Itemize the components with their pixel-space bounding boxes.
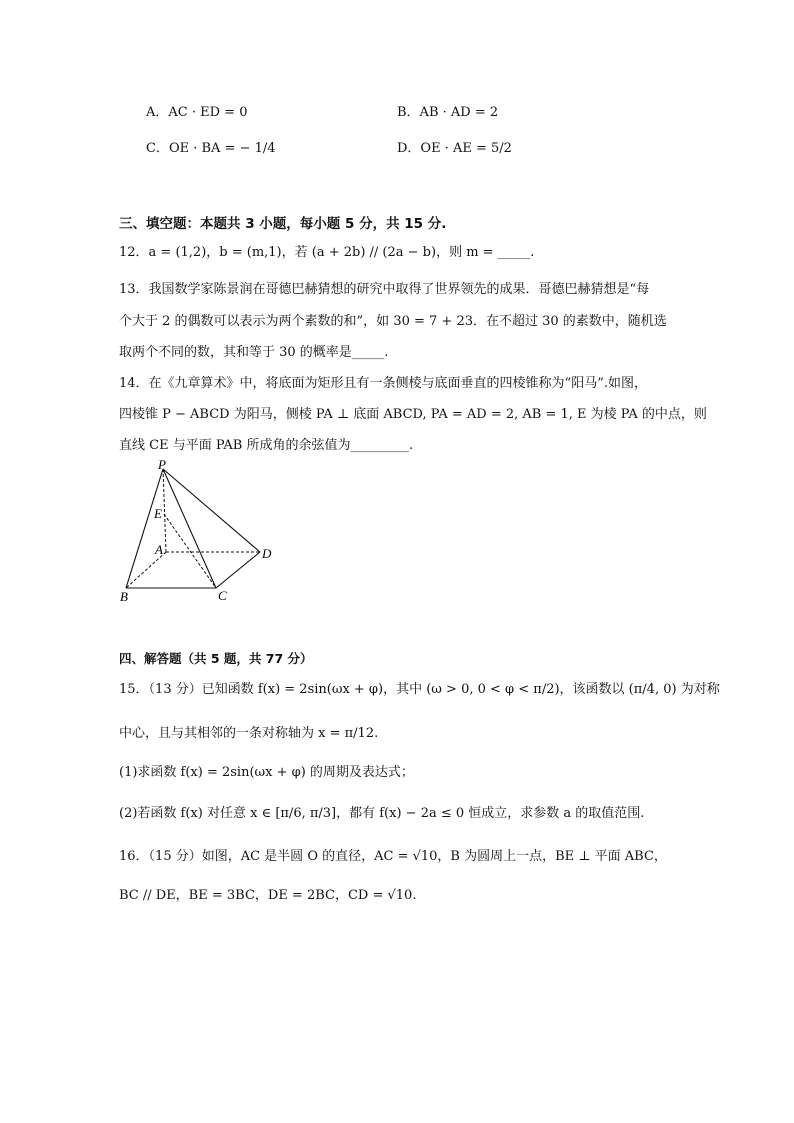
edge-pb: [126, 469, 163, 588]
label-b: B: [120, 589, 128, 604]
edge-pa: [163, 469, 166, 552]
question-13-line-2: 个大于 2 的偶数可以表示为两个素数的和”，如 30 = 7 + 23．在不超过 30 的素数中，随机选: [119, 314, 667, 329]
question-15-line-2: 中心，且与其相邻的一条对称轴为 x = π/12.: [119, 726, 379, 741]
question-16-line-1: 16．（15 分）如图，AC 是半圆 O 的直径，AC = √10，B 为圆周上一点，BE ⊥ 平面 ABC，: [119, 849, 667, 864]
question-15-part-2: (2)若函数 f(x) 对任意 x ∈ [π/6, π/3]，都有 f(x) − 2a ≤ 0 恒成立，求参数 a 的取值范围.: [119, 806, 645, 821]
section-4-heading: 四、解答题（共 5 题，共 77 分）: [119, 651, 313, 666]
section-3-heading: 三、填空题：本题共 3 小题，每小题 5 分，共 15 分.: [119, 216, 447, 232]
question-13-line-1: 13．我国数学家陈景润在哥德巴赫猜想的研究中取得了世界领先的成果．哥德巴赫猜想是“每: [119, 282, 650, 297]
option-b: B．AB · AD = 2: [397, 105, 499, 120]
question-16-line-2: BC // DE，BE = 3BC，DE = 2BC，CD = √10.: [119, 888, 417, 903]
question-13-line-3: 取两个不同的数，其和等于 30 的概率是_____.: [119, 345, 389, 360]
option-d: D．OE · AE = 5/2: [397, 141, 512, 156]
pyramid-figure: [110, 458, 290, 606]
option-c: C．OE · BA = − 1/4: [146, 141, 276, 156]
label-c: C: [218, 588, 227, 603]
question-15-line-1: 15．（13 分）已知函数 f(x) = 2sin(ωx + φ)，其中 (ω > 0, 0 < φ < π/2)，该函数以 (π/4, 0) 为对称: [119, 682, 720, 697]
option-a: A．AC · ED = 0: [146, 105, 248, 120]
question-14-line-2: 四棱锥 P − ABCD 为阳马，侧棱 PA ⊥ 底面 ABCD, PA = AD = 2, AB = 1, E 为棱 PA 的中点，则: [119, 407, 707, 422]
edge-ec: [164, 514, 216, 588]
question-14-line-1: 14．在《九章算术》中，将底面为矩形且有一条侧棱与底面垂直的四棱锥称为“阳马”.如图，: [119, 376, 647, 391]
label-e: E: [154, 506, 162, 521]
edge-pd: [163, 469, 260, 552]
question-14-line-3: 直线 CE 与平面 PAB 所成角的余弦值为_________.: [119, 438, 414, 453]
label-d: D: [262, 546, 272, 561]
label-p: P: [158, 458, 166, 472]
edge-pc: [163, 469, 216, 588]
edge-cd: [216, 552, 260, 588]
label-a: A: [155, 542, 163, 557]
question-12: 12．a = (1,2)，b = (m,1)，若 (a + 2b) // (2a − b)，则 m = _____.: [119, 245, 535, 260]
question-15-part-1: (1)求函数 f(x) = 2sin(ωx + φ) 的周期及表达式；: [119, 765, 414, 780]
